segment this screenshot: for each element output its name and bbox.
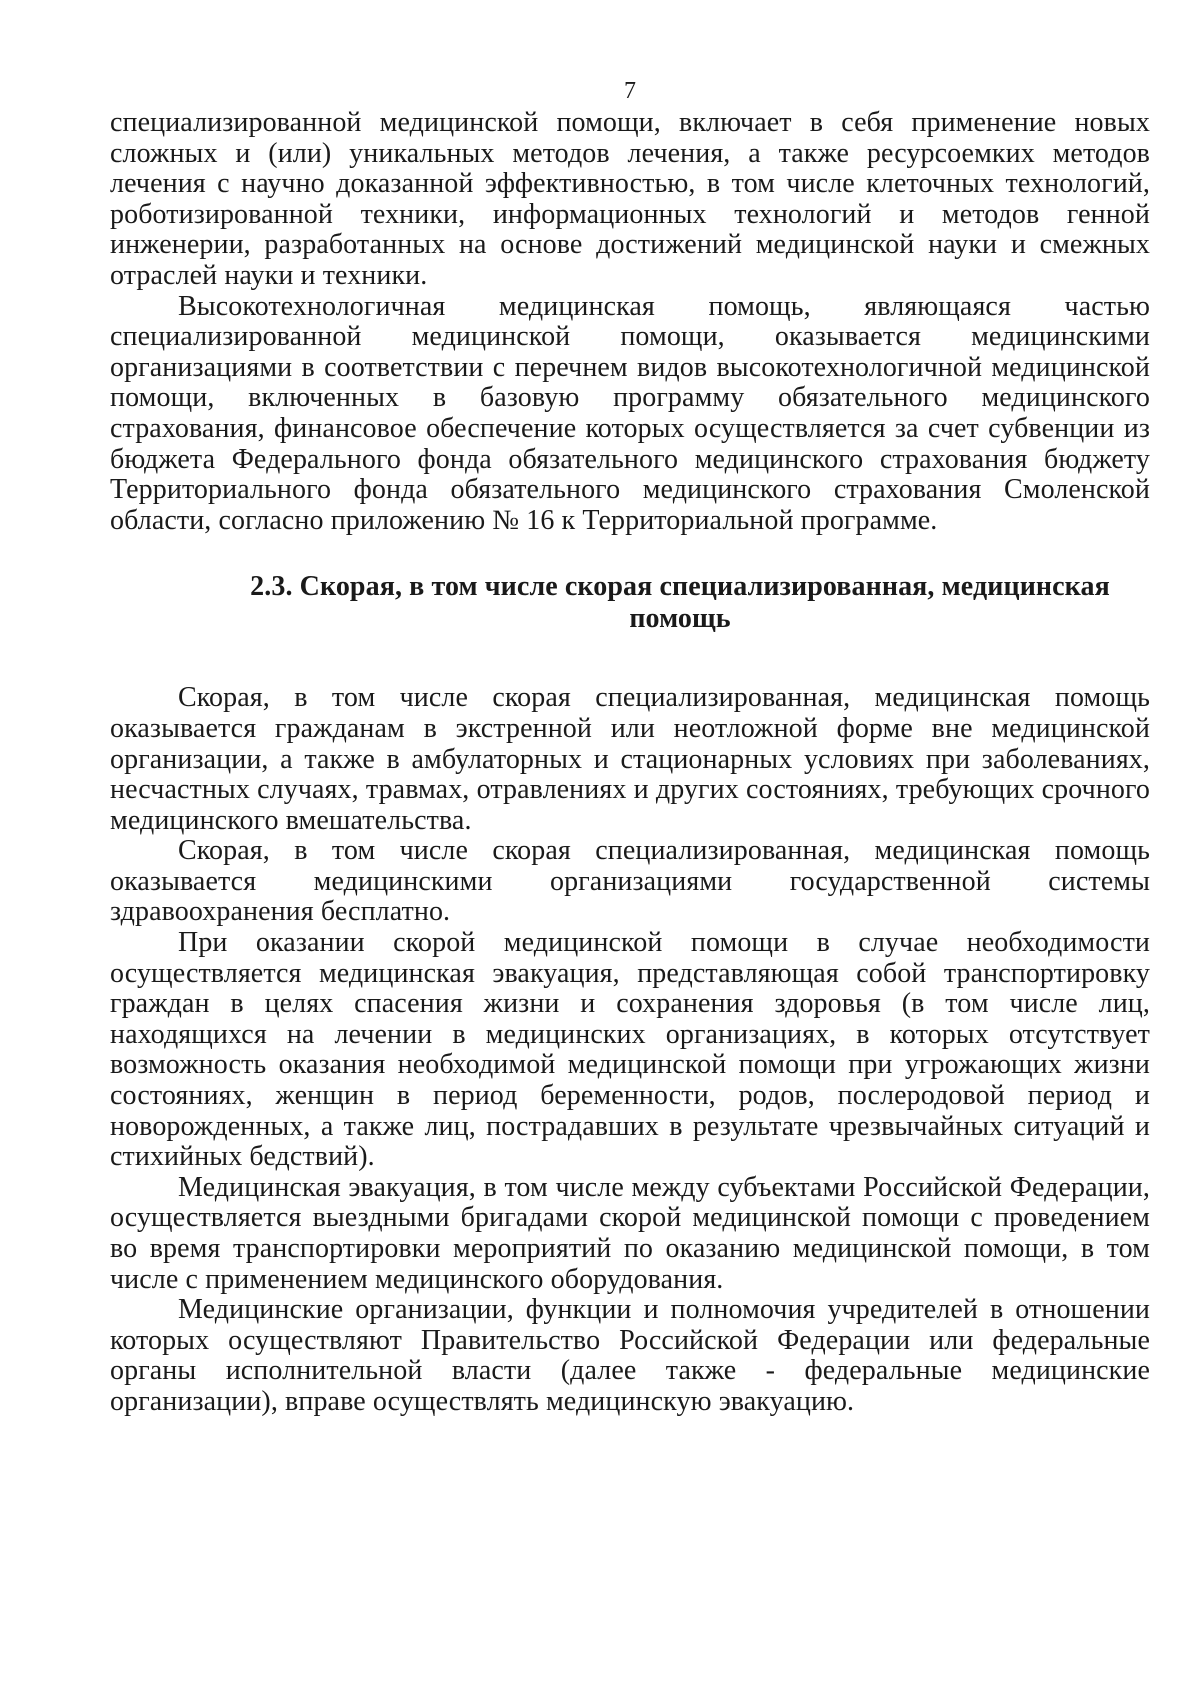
- paragraph-high-tech-care: Высокотехнологичная медицинская помощь, являющаяся частью специализированной медицинской помощи, оказывается медицинскими организациями в соответствии с перечнем видов высокотехнологичной медицинской помощи, включенных в базовую программу обязательного медицинского страхования, финансовое обеспечение которых осуществляется за счет субвенции из бюджета Федерального фонда обязательного медицинского страхования бюджету Территориального фонда обязательного медицинского страхования Смоленской области, согласно приложению № 16 к Территориальной программе.: [110, 290, 1150, 536]
- paragraph-emergency-care: Скорая, в том числе скорая специализированная, медицинская помощь оказывается гражданам в экстренной или неотложной форме вне медицинской организации, а также в амбулаторных и стационарных условиях при заболеваниях, несчастных случаях, травмах, отравлениях и других состояниях, требующих срочного медицинского вмешательства.: [110, 682, 1150, 836]
- paragraph-federal-organizations: Медицинские организации, функции и полномочия учредителей в отношении которых осуществляют Правительство Российской Федерации или федеральные органы исполнительной власти (далее также - федеральные медицинские организации), вправе осуществлять медицинскую эвакуацию.: [110, 1294, 1150, 1417]
- section-heading: 2.3. Скорая, в том числе скорая специализированная, медицинская помощь: [250, 571, 1110, 635]
- page-number: 7: [624, 78, 636, 104]
- paragraph-evacuation-teams: Медицинская эвакуация, в том числе между субъектами Российской Федерации, осуществляется выездными бригадами скорой медицинской помощи с проведением во время транспортировки мероприятий по оказанию медицинской помощи, в том числе с применением медицинского оборудования.: [110, 1171, 1150, 1295]
- paragraph-free-care: Скорая, в том числе скорая специализированная, медицинская помощь оказывается медицинскими организациями государственной системы здравоохранения бесплатно.: [110, 835, 1150, 928]
- paragraph-evacuation: При оказании скорой медицинской помощи в случае необходимости осуществляется медицинская эвакуация, представляющая собой транспортировку граждан в целях спасения жизни и сохранения здоровья (в том числе лиц, находящихся на лечении в медицинских организациях, в которых отсутствует возможность оказания необходимой медицинской помощи при угрожающих жизни состояниях, женщин в период беременности, родов, послеродовой период и новорожденных, а также лиц, пострадавших в результате чрезвычайных ситуаций и стихийных бедствий).: [110, 927, 1150, 1173]
- document-body: [110, 108, 1150, 1418]
- paragraph-continuation: специализированной медицинской помощи, включает в себя применение новых сложных и (или) уникальных методов лечения, а также ресурсоемких методов лечения с научно доказанной эффективностью, в том числе клеточных технологий, роботизированной техники, информационных технологий и методов генной инженерии, разработанных на основе достижений медицинской науки и смежных отраслей науки и техники.: [110, 107, 1150, 291]
